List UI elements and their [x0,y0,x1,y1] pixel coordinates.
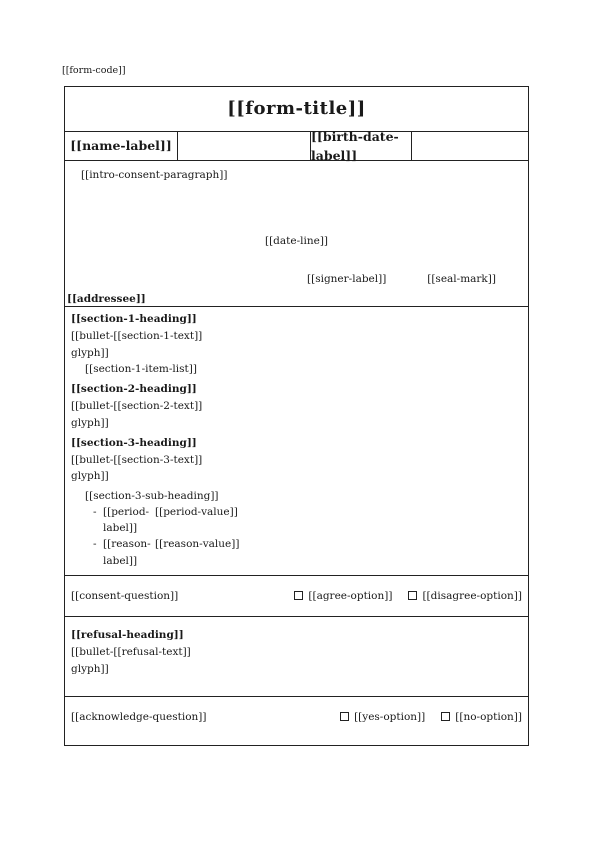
consent-question: [[consent-question]] [71,589,179,602]
purpose-heading: [[section-2-heading]] [71,383,197,396]
birth-date-value-cell[interactable] [412,132,528,160]
reason-value: [[reason-value]] [155,538,240,551]
agree-checkbox[interactable] [294,591,303,600]
purpose-text: [[section-2-text]] [113,400,203,413]
bullet-icon: [[bullet-glyph]] [71,454,114,483]
yes-checkbox[interactable] [340,712,349,721]
name-label: [[name-label]] [70,138,172,154]
retention-text: [[section-3-text]] [113,454,203,467]
retention-section [65,431,528,569]
refusal-section [65,616,528,696]
acknowledge-question-row [65,696,528,737]
reason-label: [[reason-label]] [103,538,151,567]
collected-items-section [65,307,528,377]
form-title: [[form-title]] [65,87,528,132]
retention-reason-line: - [[reason-label]] [[reason-value]] [71,536,522,569]
purpose-item [71,398,522,431]
name-value-cell[interactable] [178,132,311,160]
addressee: [[addressee]] [67,293,146,305]
retention-period-line: - [[period-label]] [[period-value]] [71,504,522,537]
disagree-checkbox[interactable] [408,591,417,600]
agree-label: [[agree-option]] [308,589,393,602]
refusal-text: [[refusal-text]] [113,646,191,659]
bullet-icon: [[bullet-glyph]] [71,400,114,429]
acknowledge-question: [[acknowledge-question]] [71,710,207,723]
intro-text: [[intro-consent-paragraph]] [81,169,228,181]
period-value: [[period-value]] [155,505,238,518]
refusal-item [71,644,522,677]
birth-date-label: [[birth-date-label]] [311,128,399,163]
no-checkbox[interactable] [441,712,450,721]
form-code: [[form-code]] [62,65,126,76]
collected-items-detail: [[section-1-item-list]] [85,362,197,375]
identity-row [65,128,528,163]
bullet-icon: [[bullet-glyph]] [71,646,114,675]
intro-block [65,161,528,307]
disagree-option[interactable] [408,588,522,604]
no-label: [[no-option]] [455,710,522,723]
collected-items-item [71,328,522,361]
name-label-cell [65,132,178,160]
collected-items-text: [[section-1-text]] [113,330,203,343]
retention-item [71,452,522,485]
signer-label: [[signer-label]] [307,273,387,285]
consent-form [64,86,529,746]
yes-label: [[yes-option]] [354,710,426,723]
period-label: [[period-label]] [103,505,150,535]
retention-heading: [[section-3-heading]] [71,436,197,449]
agree-option[interactable] [294,588,392,604]
refusal-heading: [[refusal-heading]] [71,628,184,641]
yes-option[interactable] [340,709,425,725]
seal-mark: [[seal-mark]] [427,273,496,285]
retention-sub-heading: [[section-3-sub-heading]] [85,489,219,502]
consent-question-row [65,575,528,616]
date-line: [[date-line]] [264,235,329,247]
birth-date-label-cell [311,128,412,163]
disagree-label: [[disagree-option]] [422,589,522,602]
no-option[interactable] [441,709,522,725]
bullet-icon: [[bullet-glyph]] [71,330,114,359]
purpose-section [65,377,528,431]
collected-items-heading: [[section-1-heading]] [71,313,197,325]
